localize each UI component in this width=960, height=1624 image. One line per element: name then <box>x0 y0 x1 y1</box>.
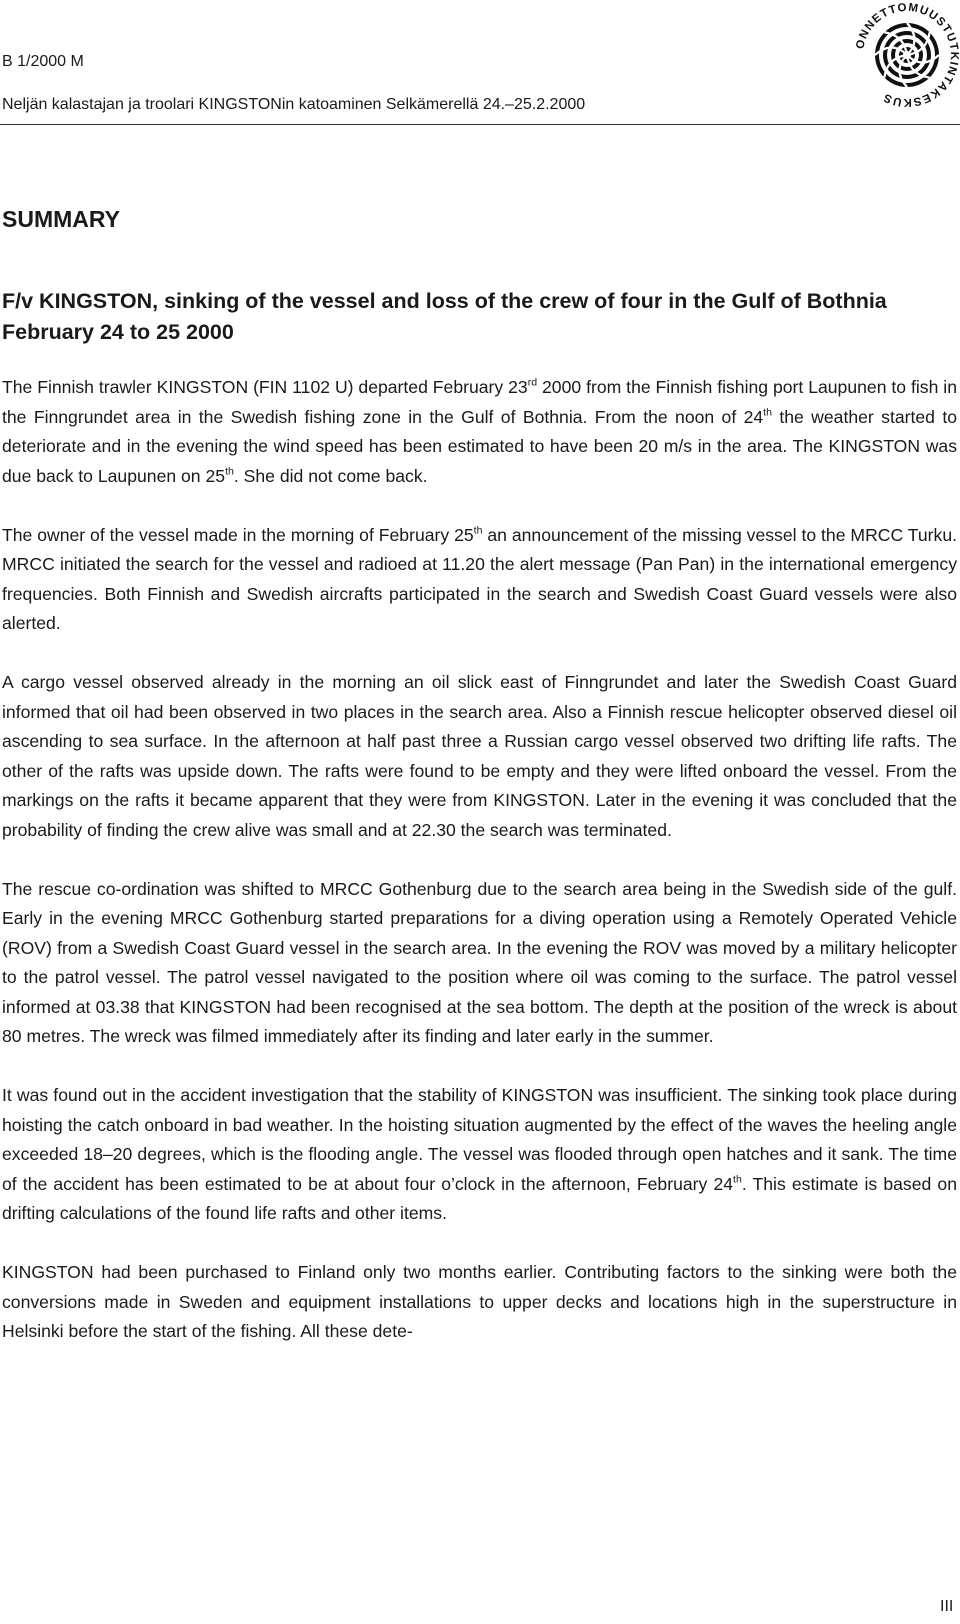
report-title-finnish: Neljän kalastajan ja troolari KINGSTONin katoaminen Selkämerellä 24.–25.2.2000 <box>2 96 586 113</box>
svg-text:ONNETTOMUUSTUTKINTAKESKUS: ONNETTOMUUSTUTKINTAKESKUS <box>854 1 960 109</box>
paragraph-1: The Finnish trawler KINGSTON (FIN 1102 U) departed February 23rd 2000 from the Finnish fishing port Laupunen to fish in the Finngrundet area in the Swedish fishing zone in the Gulf of Bothnia. From the noon of 24th the weather started to deteriorate and in the evening the wind speed has been estimated to have been 20 m/s in the area. The KINGSTON was due back to Laupunen on 25th. She did not come back. <box>2 376 957 486</box>
summary-body <box>2 373 957 1376</box>
report-code: B 1/2000 M <box>2 53 84 70</box>
page-header <box>0 0 960 126</box>
paragraph-6: KINGSTON had been purchased to Finland only two months earlier. Contributing factors to the sinking were both the conversions made in Sweden and equipment installations to upper decks and locations high in the superstructure in Helsinki before the start of the fishing. All these dete- <box>2 1262 957 1341</box>
section-title: SUMMARY <box>2 206 120 232</box>
paragraph-3: A cargo vessel observed already in the morning an oil slick east of Finngrundet and later the Swedish Coast Guard informed that oil had been observed in two places in the search area. Also a Finnish rescue helicopter observed diesel oil ascending to sea surface. In the afternoon at half past three a Russian cargo vessel observed two drifting life rafts. The other of the rafts was upside down. The rafts were found to be empty and they were lifted onboard the vessel. From the markings on the rafts it became apparent that they were from KINGSTON. Later in the evening it was concluded that the probability of finding the crew alive was small and at 22.30 the search was terminated. <box>2 672 957 840</box>
header-divider <box>0 124 960 125</box>
document-title: F/v KINGSTON, sinking of the vessel and loss of the crew of four in the Gulf of Bothnia February 24 to 25 2000 <box>2 289 887 344</box>
paragraph-2: The owner of the vessel made in the morning of February 25th an announcement of the missing vessel to the MRCC Turku. MRCC initiated the search for the vessel and radioed at 11.20 the alert message (Pan Pan) in the international emergency frequencies. Both Finnish and Swedish aircrafts participated in the search and Swedish Coast Guard vessels were also alerted. <box>2 524 957 633</box>
paragraph-5: It was found out in the accident investigation that the stability of KINGSTON was insufficient. The sinking took place during hoisting the catch onboard in bad weather. In the hoisting situation augmented by the effect of the waves the heeling angle exceeded 18–20 degrees, which is the flooding angle. The vessel was flooded through open hatches and it sank. The time of the accident has been estimated to be at about four o’clock in the afternoon, February 24th. This estimate is based on drifting calculations of the found life rafts and other items. <box>2 1085 958 1223</box>
page-number: III <box>940 1598 954 1615</box>
onnettomuustutkintakeskus-logo-icon <box>852 0 960 110</box>
paragraph-4: The rescue co-ordination was shifted to MRCC Gothenburg due to the search area being in the Swedish side of the gulf. Early in the evening MRCC Gothenburg started preparations for a diving operation using a Remotely Operated Vehicle (ROV) from a Swedish Coast Guard vessel in the search area. In the evening the ROV was moved by a military helicopter to the patrol vessel. The patrol vessel navigated to the position where oil was coming to the surface. The patrol vessel informed at 03.38 that KINGSTON had been recognised at the sea bottom. The depth at the position of the wreck is about 80 metres. The wreck was filmed immediately after its finding and later early in the summer. <box>2 878 957 1046</box>
